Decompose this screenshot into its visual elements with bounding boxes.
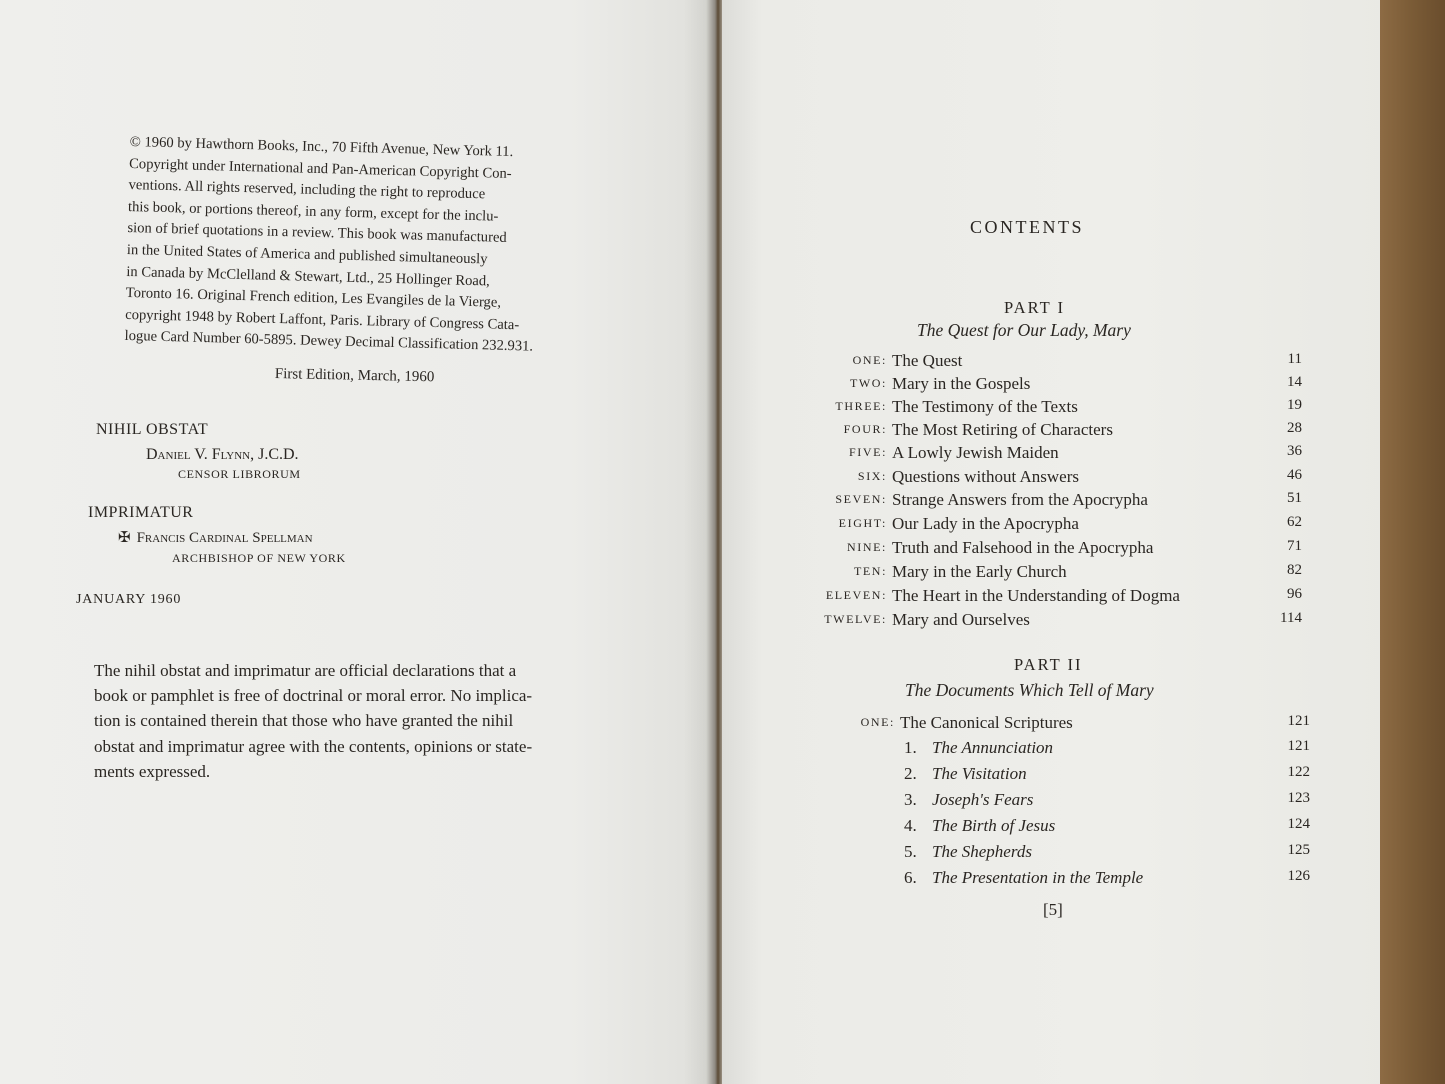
chapter-page: 11	[1287, 351, 1302, 367]
toc-subentry	[800, 738, 1320, 762]
note-line: obstat and imprimatur agree with the contents, opinions or state-	[94, 736, 533, 756]
imprimatur-heading: IMPRIMATUR	[88, 504, 194, 521]
section-title: Joseph's Fears	[932, 790, 1034, 809]
chapter-page: 19	[1287, 397, 1302, 413]
section-title: The Annunciation	[932, 738, 1054, 757]
chapter-page: 121	[1287, 713, 1310, 729]
table-surface	[1380, 0, 1445, 1084]
toc-entry	[792, 443, 1312, 466]
chapter-number: TWELVE:	[824, 612, 887, 626]
toc-entry	[792, 490, 1312, 513]
note-line: ments expressed.	[94, 761, 211, 781]
part-1-subtitle: The Quest for Our Lady, Mary	[917, 320, 1131, 340]
section-number: 3.	[904, 790, 917, 809]
chapter-number: SEVEN:	[835, 492, 887, 506]
copyright-line: ventions. All rights reserved, including the right to reproduce	[128, 177, 486, 203]
censor-name: Daniel V. Flynn, J.C.D.	[146, 446, 299, 463]
chapter-number: TWO:	[849, 376, 887, 390]
chapter-title: The Testimony of the Texts	[892, 397, 1078, 416]
note-line: tion is contained therein that those who have granted the nihil	[94, 711, 514, 731]
chapter-title: The Most Retiring of Characters	[892, 420, 1113, 439]
chapter-number: FIVE:	[849, 445, 887, 459]
chapter-title: Mary and Ourselves	[892, 610, 1030, 629]
chapter-number: NINE:	[847, 540, 887, 554]
section-number: 5.	[904, 842, 917, 861]
section-title: The Visitation	[932, 764, 1027, 783]
copyright-line: copyright 1948 by Robert Laffont, Paris. Library of Congress Cata-	[125, 306, 520, 334]
chapter-page: 28	[1287, 420, 1302, 436]
section-title: The Birth of Jesus	[932, 816, 1056, 835]
archbishop-title: ARCHBISHOP OF NEW YORK	[172, 551, 346, 565]
chapter-number: THREE:	[835, 399, 887, 413]
section-number: 2.	[904, 764, 917, 783]
part-1-label: PART I	[1004, 298, 1065, 317]
chapter-number: ELEVEN:	[825, 588, 887, 602]
nihil-obstat-heading: NIHIL OBSTAT	[96, 421, 209, 438]
toc-subentry	[800, 842, 1320, 866]
chapter-title: Mary in the Early Church	[892, 562, 1067, 581]
chapter-title: Strange Answers from the Apocrypha	[892, 490, 1148, 509]
chapter-number: FOUR:	[843, 422, 887, 436]
part-2-subtitle: The Documents Which Tell of Mary	[905, 680, 1154, 700]
copyright-line: this book, or portions thereof, in any form, except for the inclu-	[127, 198, 499, 225]
section-page: 125	[1287, 842, 1310, 858]
nihil-obstat-note	[94, 658, 624, 784]
chapter-page: 51	[1287, 490, 1302, 506]
toc-entry	[792, 514, 1312, 537]
chapter-page: 96	[1287, 586, 1302, 602]
toc-entry	[800, 713, 1320, 736]
note-line: The nihil obstat and imprimatur are official declarations that a	[94, 661, 517, 680]
toc-subentry	[800, 764, 1320, 788]
copyright-line: logue Card Number 60-5895. Dewey Decimal Classification 232.931.	[124, 328, 534, 355]
chapter-page: 62	[1287, 514, 1302, 530]
copyright-notice	[124, 132, 624, 361]
chapter-title: The Heart in the Understanding of Dogma	[892, 586, 1180, 605]
imprimatur-date: JANUARY 1960	[76, 592, 182, 607]
chapter-number: ONE:	[852, 353, 887, 367]
chapter-number: EIGHT:	[838, 516, 887, 530]
section-number: 4.	[904, 816, 917, 835]
copyright-line: in Canada by McClelland & Stewart, Ltd., 25 Hollinger Road,	[126, 263, 490, 290]
toc-entry	[792, 586, 1312, 609]
chapter-page: 82	[1287, 562, 1302, 578]
section-page: 126	[1287, 868, 1310, 884]
copyright-line: sion of brief quotations in a review. This book was manufactured	[127, 220, 507, 247]
copyright-line: Toronto 16. Original French edition, Les Evangiles de la Vierge,	[125, 285, 502, 311]
chapter-page: 71	[1287, 538, 1302, 554]
chapter-page: 46	[1287, 467, 1302, 483]
toc-entry	[792, 374, 1312, 397]
first-edition: First Edition, March, 1960	[274, 366, 435, 386]
toc-entry	[792, 610, 1312, 633]
toc-subentry	[800, 790, 1320, 814]
chapter-title: A Lowly Jewish Maiden	[892, 443, 1059, 462]
part-2-label: PART II	[1014, 655, 1083, 674]
page-number: [5]	[1043, 900, 1063, 919]
chapter-number: SIX:	[857, 469, 887, 483]
section-page: 121	[1287, 738, 1310, 754]
cardinal-signature	[118, 528, 313, 547]
section-title: The Presentation in the Temple	[932, 868, 1144, 887]
section-number: 1.	[904, 738, 917, 757]
note-line: book or pamphlet is free of doctrinal or moral error. No implica-	[94, 686, 533, 706]
toc-entry	[792, 420, 1312, 443]
toc-entry	[792, 467, 1312, 490]
chapter-title: Mary in the Gospels	[892, 374, 1031, 393]
chapter-title: Questions without Answers	[892, 467, 1079, 486]
section-page: 124	[1287, 816, 1310, 832]
copyright-line: in the United States of America and published simultaneously	[126, 241, 488, 268]
chapter-page: 114	[1280, 610, 1302, 626]
chapter-title: Our Lady in the Apocrypha	[892, 514, 1079, 533]
contents-title: CONTENTS	[970, 217, 1084, 237]
copyright-line: © 1960 by Hawthorn Books, Inc., 70 Fifth Avenue, New York 11.	[129, 133, 514, 161]
cardinal-name: Francis Cardinal Spellman	[136, 530, 313, 546]
section-page: 123	[1287, 790, 1310, 806]
section-page: 122	[1287, 764, 1310, 780]
chapter-title: The Canonical Scriptures	[900, 713, 1073, 732]
toc-subentry	[800, 868, 1320, 892]
toc-subentry	[800, 816, 1320, 840]
copyright-line: Copyright under International and Pan-American Copyright Con-	[128, 155, 512, 182]
section-number: 6.	[904, 868, 917, 887]
chapter-number: TEN:	[853, 564, 887, 578]
chapter-page: 14	[1287, 374, 1302, 390]
chapter-title: The Quest	[892, 351, 963, 370]
toc-entry	[792, 351, 1312, 374]
chapter-title: Truth and Falsehood in the Apocrypha	[892, 538, 1154, 557]
censor-title: CENSOR LIBRORUM	[178, 467, 301, 481]
toc-entry	[792, 397, 1312, 420]
toc-entry	[792, 562, 1312, 585]
toc-entry	[792, 538, 1312, 561]
section-title: The Shepherds	[932, 842, 1032, 861]
chapter-page: 36	[1287, 443, 1302, 459]
chapter-number: ONE:	[860, 715, 895, 729]
cross-icon: ✠	[118, 530, 131, 546]
